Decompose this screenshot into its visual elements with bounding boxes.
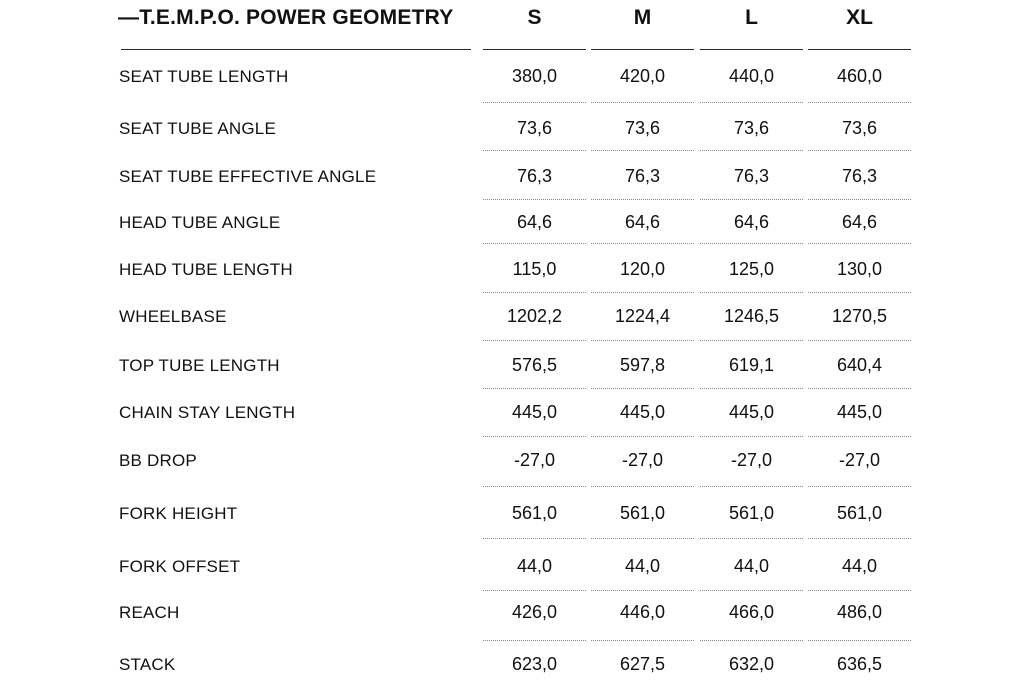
table-row xyxy=(0,355,1024,379)
size-header-m: M xyxy=(633,6,652,29)
row-divider xyxy=(483,590,586,591)
cell-value: 115,0 xyxy=(512,259,557,279)
row-divider xyxy=(700,590,803,591)
table-title: —T.E.M.P.O. POWER GEOMETRY xyxy=(118,6,454,29)
row-label: SEAT TUBE EFFECTIVE ANGLE xyxy=(119,167,377,186)
row-divider xyxy=(808,199,911,200)
cell-value: 44,0 xyxy=(624,556,661,576)
cell-value: 576,5 xyxy=(511,355,558,375)
row-divider xyxy=(700,340,803,341)
header-rule-size xyxy=(808,49,911,50)
cell-value: 120,0 xyxy=(619,259,666,279)
cell-value: 1246,5 xyxy=(723,306,780,326)
table-row xyxy=(0,166,1024,190)
row-divider xyxy=(808,340,911,341)
header-rule-size xyxy=(483,49,586,50)
row-divider xyxy=(591,150,694,151)
cell-value: 44,0 xyxy=(733,556,770,576)
row-label: CHAIN STAY LENGTH xyxy=(119,403,296,422)
row-divider xyxy=(700,102,803,103)
cell-value: 76,3 xyxy=(516,166,553,186)
table-row xyxy=(0,402,1024,426)
row-label: FORK OFFSET xyxy=(119,557,241,576)
row-divider xyxy=(483,150,586,151)
row-divider xyxy=(808,102,911,103)
row-divider xyxy=(808,388,911,389)
cell-value: 636,5 xyxy=(836,654,883,674)
table-row xyxy=(0,259,1024,283)
cell-value: 420,0 xyxy=(619,66,666,86)
row-divider xyxy=(700,199,803,200)
row-divider xyxy=(808,486,911,487)
header-rule-size xyxy=(591,49,694,50)
row-divider xyxy=(483,388,586,389)
cell-value: 632,0 xyxy=(728,654,775,674)
cell-value: 76,3 xyxy=(624,166,661,186)
table-row xyxy=(0,212,1024,236)
cell-value: 440,0 xyxy=(728,66,775,86)
header-rule-label xyxy=(121,49,471,50)
table-row xyxy=(0,306,1024,330)
cell-value: -27,0 xyxy=(621,450,664,470)
cell-value: -27,0 xyxy=(513,450,556,470)
cell-value: 561,0 xyxy=(619,503,666,523)
row-label: HEAD TUBE ANGLE xyxy=(119,213,281,232)
cell-value: 623,0 xyxy=(511,654,558,674)
row-divider xyxy=(808,150,911,151)
row-divider xyxy=(700,538,803,539)
row-divider xyxy=(591,102,694,103)
row-divider xyxy=(591,436,694,437)
cell-value: 125,0 xyxy=(728,259,775,279)
cell-value: 1202,2 xyxy=(506,306,563,326)
cell-value: 640,4 xyxy=(836,355,883,375)
cell-value: 619,1 xyxy=(728,355,775,375)
table-row xyxy=(0,118,1024,142)
row-divider xyxy=(483,243,586,244)
cell-value: 76,3 xyxy=(733,166,770,186)
cell-value: 64,6 xyxy=(733,212,770,232)
row-divider xyxy=(483,538,586,539)
table-row xyxy=(0,66,1024,90)
row-divider xyxy=(483,102,586,103)
row-divider xyxy=(700,243,803,244)
row-divider xyxy=(591,640,694,641)
size-header-l: L xyxy=(745,6,758,29)
row-label: WHEELBASE xyxy=(119,307,227,326)
row-label: SEAT TUBE ANGLE xyxy=(119,119,277,138)
row-label: FORK HEIGHT xyxy=(119,504,238,523)
cell-value: 486,0 xyxy=(836,602,883,622)
header-rule-size xyxy=(700,49,803,50)
table-row xyxy=(0,556,1024,580)
row-divider xyxy=(700,292,803,293)
cell-value: -27,0 xyxy=(730,450,773,470)
cell-value: 445,0 xyxy=(728,402,775,422)
cell-value: 1224,4 xyxy=(614,306,671,326)
cell-value: 73,6 xyxy=(624,118,661,138)
cell-value: 76,3 xyxy=(841,166,878,186)
cell-value: 44,0 xyxy=(516,556,553,576)
row-label: BB DROP xyxy=(119,451,197,470)
row-divider xyxy=(808,538,911,539)
cell-value: 73,6 xyxy=(733,118,770,138)
row-divider xyxy=(700,150,803,151)
row-divider xyxy=(591,340,694,341)
row-divider xyxy=(483,340,586,341)
cell-value: 44,0 xyxy=(841,556,878,576)
cell-value: 445,0 xyxy=(836,402,883,422)
row-divider xyxy=(591,388,694,389)
table-row xyxy=(0,654,1024,678)
cell-value: 445,0 xyxy=(511,402,558,422)
cell-value: 446,0 xyxy=(619,602,666,622)
row-divider xyxy=(700,640,803,641)
cell-value: -27,0 xyxy=(838,450,881,470)
cell-value: 1270,5 xyxy=(831,306,888,326)
size-header-s: S xyxy=(527,6,542,29)
cell-value: 460,0 xyxy=(836,66,883,86)
row-divider xyxy=(700,388,803,389)
row-label: REACH xyxy=(119,603,180,622)
table-row xyxy=(0,503,1024,527)
row-divider xyxy=(591,486,694,487)
cell-value: 561,0 xyxy=(511,503,558,523)
row-divider xyxy=(808,436,911,437)
cell-value: 597,8 xyxy=(619,355,666,375)
row-divider xyxy=(808,590,911,591)
table-row xyxy=(0,602,1024,626)
row-label: HEAD TUBE LENGTH xyxy=(119,260,293,279)
cell-value: 426,0 xyxy=(511,602,558,622)
cell-value: 561,0 xyxy=(728,503,775,523)
cell-value: 130,0 xyxy=(836,259,883,279)
row-divider xyxy=(591,292,694,293)
cell-value: 73,6 xyxy=(516,118,553,138)
cell-value: 445,0 xyxy=(619,402,666,422)
cell-value: 380,0 xyxy=(511,66,558,86)
row-label: STACK xyxy=(119,655,176,674)
cell-value: 466,0 xyxy=(728,602,775,622)
cell-value: 64,6 xyxy=(841,212,878,232)
cell-value: 73,6 xyxy=(841,118,878,138)
row-divider xyxy=(808,292,911,293)
size-header-xl: XL xyxy=(846,6,873,29)
cell-value: 561,0 xyxy=(836,503,883,523)
row-divider xyxy=(483,199,586,200)
row-label: SEAT TUBE LENGTH xyxy=(119,67,289,86)
row-divider xyxy=(808,640,911,641)
row-divider xyxy=(591,590,694,591)
row-divider xyxy=(483,436,586,437)
row-divider xyxy=(591,243,694,244)
row-divider xyxy=(483,640,586,641)
cell-value: 64,6 xyxy=(624,212,661,232)
row-label: TOP TUBE LENGTH xyxy=(119,356,280,375)
row-divider xyxy=(591,199,694,200)
cell-value: 627,5 xyxy=(619,654,666,674)
row-divider xyxy=(591,538,694,539)
row-divider xyxy=(483,292,586,293)
cell-value: 64,6 xyxy=(516,212,553,232)
row-divider xyxy=(483,486,586,487)
row-divider xyxy=(700,486,803,487)
table-row xyxy=(0,450,1024,474)
row-divider xyxy=(700,436,803,437)
row-divider xyxy=(808,243,911,244)
